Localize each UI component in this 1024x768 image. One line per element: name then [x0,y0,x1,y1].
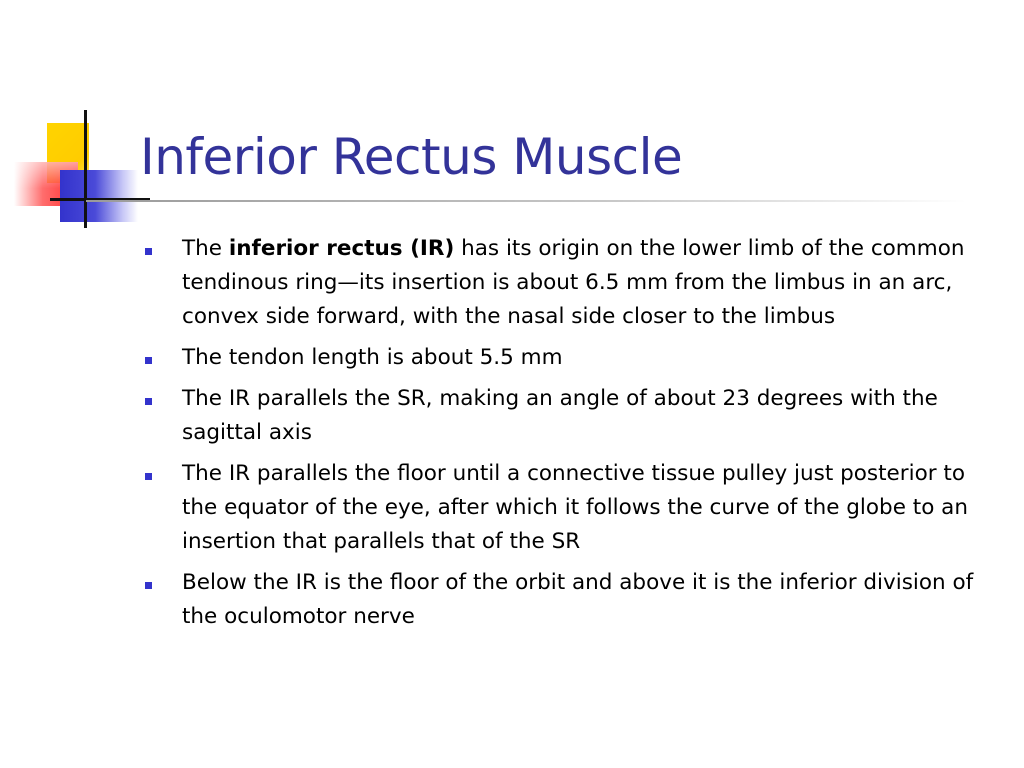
decoration-vertical-line [84,110,87,228]
bullet-item [140,457,1000,559]
bullet-item [140,382,1000,450]
bullet-square-icon [145,357,152,364]
bullet-text: The IR parallels the floor until a connective tissue pulley just posterior to the equator of the eye, after which it follows the curve of the globe to an insertion that parallels that of the SR [182,461,968,554]
bullet-text-prefix: The [182,236,229,261]
bullet-text [182,236,964,329]
bullet-square-icon [145,398,152,405]
title-underline [86,200,966,202]
bullet-text: The tendon length is about 5.5 mm [182,345,563,370]
bullet-text-bold: inferior rectus (IR) [228,236,455,261]
bullet-item [140,341,1000,375]
bullet-text: Below the IR is the floor of the orbit and above it is the inferior division of the oculomotor nerve [182,570,974,629]
bullet-text-suffix: has its origin on the lower limb of the common tendinous ring—its insertion is about 6.5 mm from the limbus in an arc, convex side forward, with the nasal side closer to the limbus [182,236,965,329]
slide-title: Inferior Rectus Muscle [140,128,683,186]
bullet-square-icon [145,582,152,589]
bullet-item [140,566,1000,634]
bullet-item [140,232,1000,334]
bullet-square-icon [145,248,152,255]
bullet-text: The IR parallels the SR, making an angle of about 23 degrees with the sagittal axis [182,386,938,445]
decoration-blue-square [60,170,138,222]
bullet-square-icon [145,473,152,480]
bullet-list [140,232,1000,641]
